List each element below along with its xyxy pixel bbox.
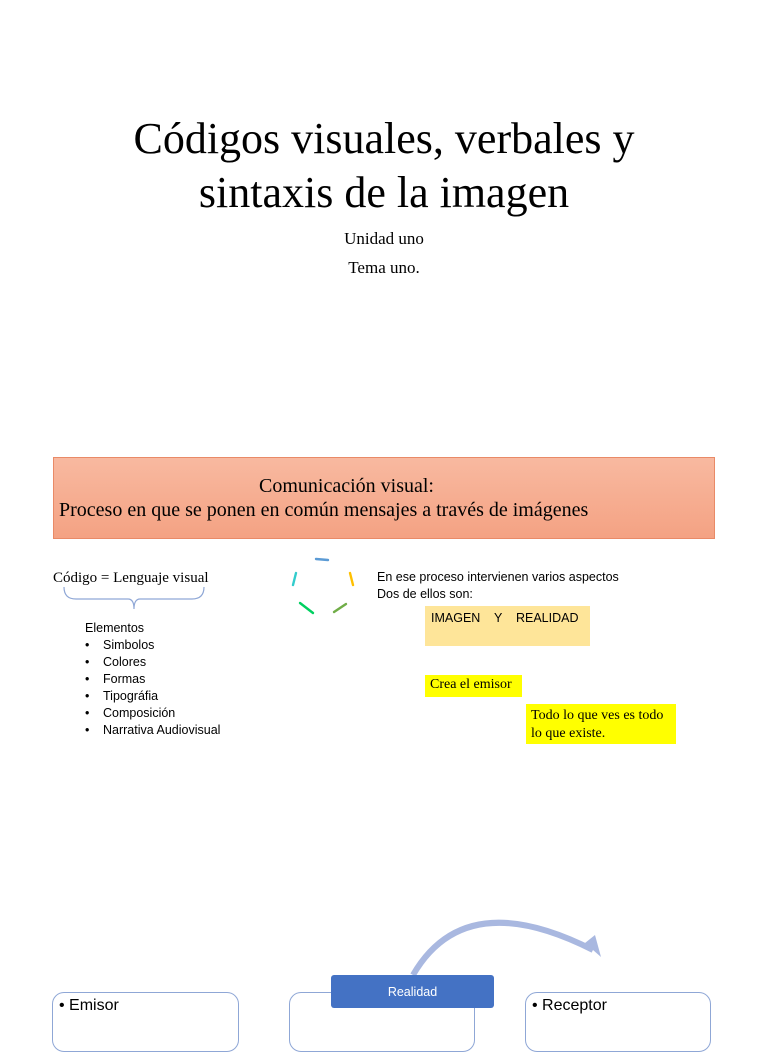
dashed-circle-cycle-icon [288, 555, 358, 619]
todo-line-1: Todo lo que ves es todo [531, 708, 664, 723]
subtitle-unit: Unidad uno [344, 229, 424, 248]
aspects-line-2: Dos de ellos son: [377, 587, 473, 601]
subtitle-topic: Tema uno. [348, 258, 420, 277]
definition-banner [53, 457, 715, 539]
list-item: • Composición [85, 705, 220, 722]
banner-heading: Comunicación visual: [259, 475, 434, 497]
curved-arrow-icon [405, 905, 605, 980]
aspects-text [377, 569, 619, 603]
banner-definition: Proceso en que se ponen en común mensajes a través de imágenes [59, 499, 589, 521]
list-item: • Colores [85, 654, 220, 671]
emisor-node [52, 992, 239, 1052]
title-line-2: sintaxis de la imagen [198, 168, 570, 217]
title-line-1: Códigos visuales, verbales y [133, 114, 635, 163]
list-item: • Tipográfia [85, 688, 220, 705]
aspects-line-1: En ese proceso intervienen varios aspectos [377, 570, 619, 584]
page-title [60, 112, 708, 220]
elements-list [85, 620, 220, 739]
emisor-label: • Emisor [59, 997, 119, 1014]
realidad-label-box: Realidad [331, 975, 494, 1008]
list-item: • Narrativa Audiovisual [85, 722, 220, 739]
elements-heading: Elementos [85, 621, 145, 635]
list-item: • Simbolos [85, 637, 220, 654]
curly-brace-icon [62, 585, 206, 615]
codigo-label: Código = Lenguaje visual [53, 570, 209, 586]
receptor-node [525, 992, 711, 1052]
imagen-realidad-box: IMAGEN Y REALIDAD [425, 606, 590, 646]
crea-emisor-box: Crea el emisor [425, 675, 522, 697]
list-item: • Formas [85, 671, 220, 688]
todo-lo-que-ves-box [526, 704, 676, 744]
todo-line-2: lo que existe. [531, 726, 606, 741]
receptor-label: • Receptor [532, 997, 607, 1014]
emisor-text: Emisor [69, 997, 119, 1014]
receptor-text: Receptor [542, 997, 607, 1014]
